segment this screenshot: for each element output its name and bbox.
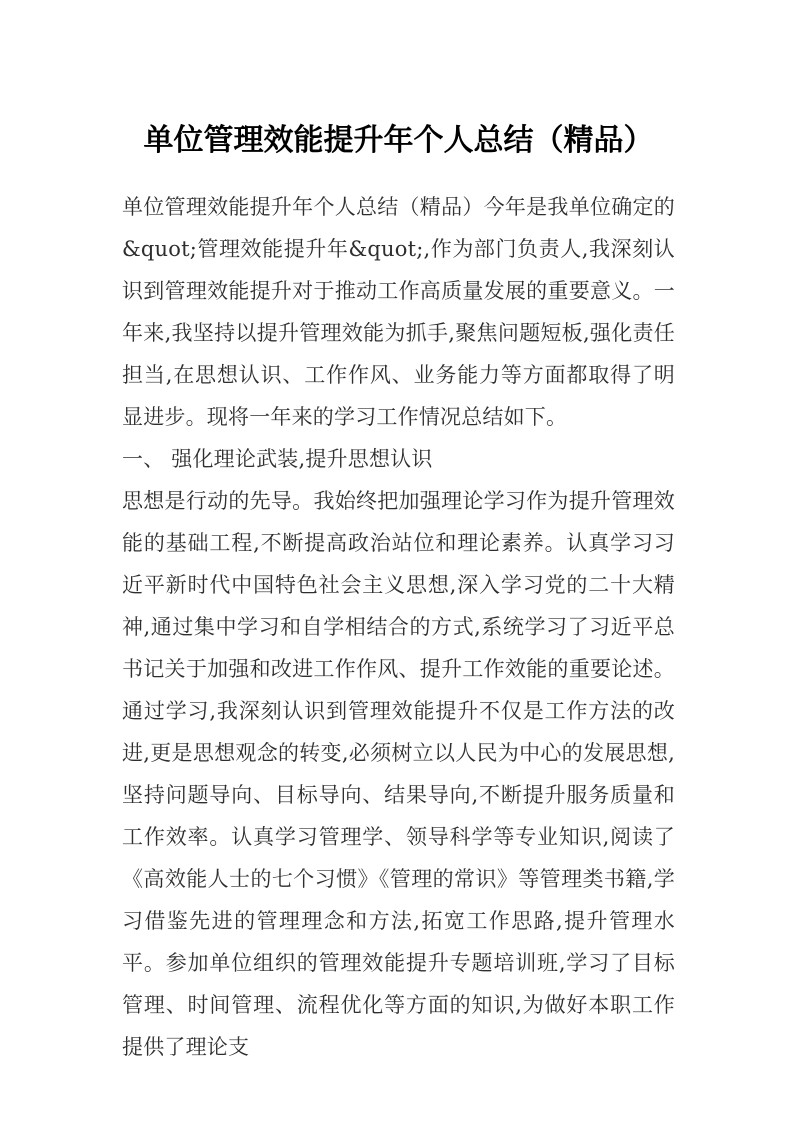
paragraph-intro: 单位管理效能提升年个人总结（精品）今年是我单位确定的&quot;管理效能提升年&quot;,作为部门负责人,我深刻认识到管理效能提升对于推动工作高质量发展的重要意义。一年来,我坚持以提升管理效能为抓手,聚焦问题短板,强化责任担当,在思想认识、工作作风、业务能力等方面都取得了明显进步。现将一年来的学习工作情况总结如下。 xyxy=(122,195,675,429)
section-heading-1: 一、 强化理论武装,提升思想认识 xyxy=(122,447,433,471)
paragraph-section-1: 思想是行动的先导。我始终把加强理论学习作为提升管理效能的基础工程,不断提高政治站位和理论素养。认真学习习近平新时代中国特色社会主义思想,深入学习党的二十大精神,通过集中学习和自学相结合的方式,系统学习了习近平总书记关于加强和改进工作作风、提升工作效能的重要论述。通过学习,我深刻认识到管理效能提升不仅是工作方法的改进,更是思想观念的转变,必须树立以人民为中心的发展思想,坚持问题导向、目标导向、结果导向,不断提升服务质量和工作效率。认真学习管理学、领导科学等专业知识,阅读了《高效能人士的七个习惯》《管理的常识》等管理类书籍,学习借鉴先进的管理理念和方法,拓宽工作思路,提升管理水平。参加单位组织的管理效能提升专题培训班,学习了目标管理、时间管理、流程优化等方面的知识,为做好本职工作提供了理论支 xyxy=(122,489,675,1059)
document-body xyxy=(122,186,675,1068)
document-title: 单位管理效能提升年个人总结（精品） xyxy=(143,123,654,158)
